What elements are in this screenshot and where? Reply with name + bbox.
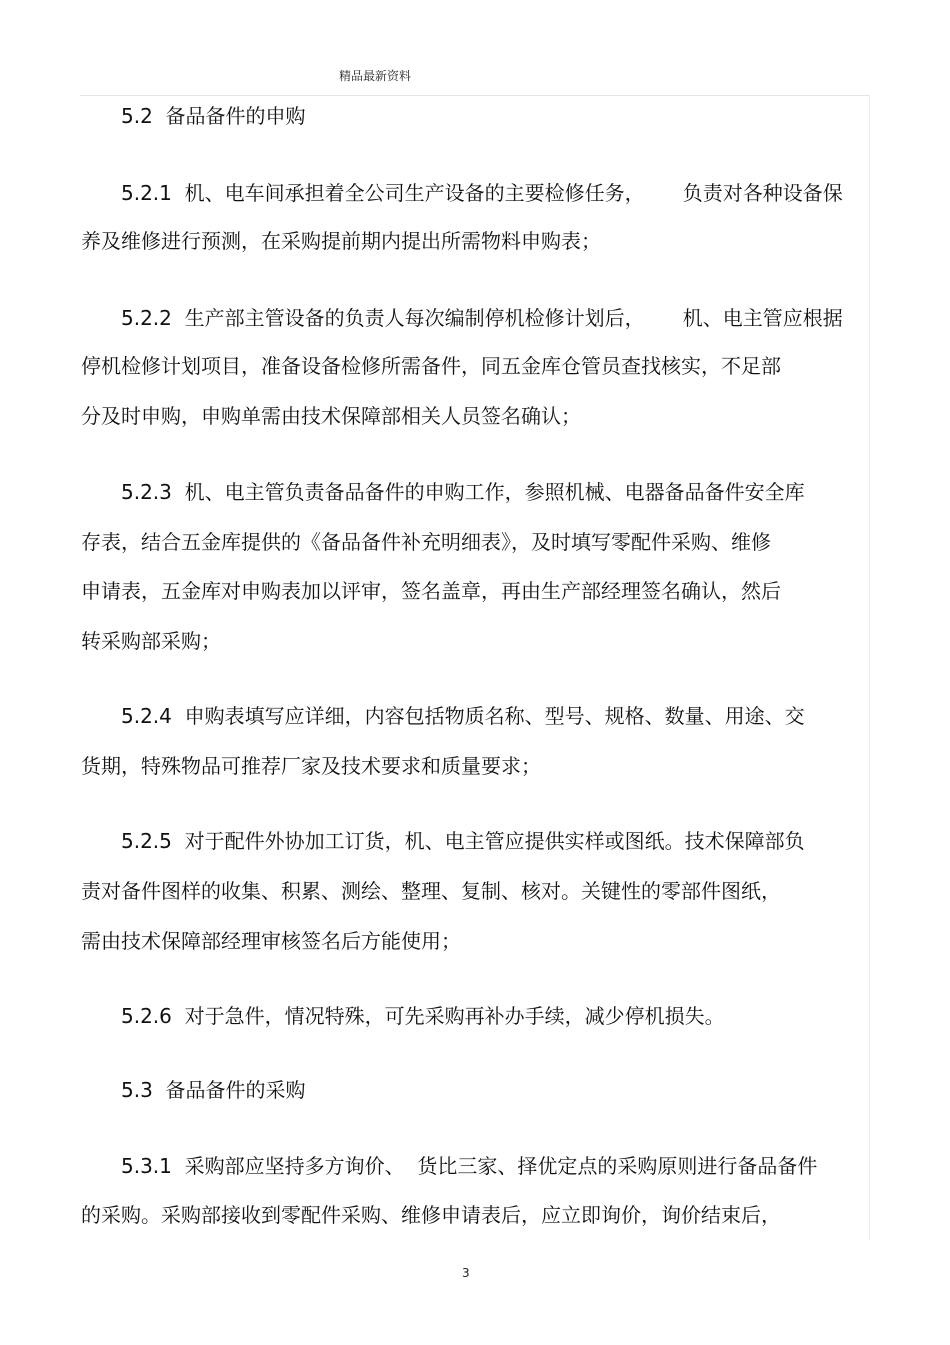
page-header: 精品最新资料 — [339, 69, 412, 83]
paragraph-line: 需由技术保障部经理审核签名后方能使用； — [81, 929, 461, 953]
section-heading: 5.3 备品备件的采购 — [121, 1078, 306, 1102]
section-heading: 5.2 备品备件的申购 — [121, 104, 306, 128]
paragraph-line: 5.2.5 对于配件外协加工订货，机、电主管应提供实样或图纸。技术保障部负 — [121, 829, 805, 853]
paragraph-line: 5.2.2 生产部主管设备的负责人每次编制停机检修计划后， 机、电主管应根据 — [121, 306, 843, 330]
paragraph-line: 5.2.1 机、电车间承担着全公司生产设备的主要检修任务， 负责对各种设备保 — [121, 181, 843, 205]
right-margin-rule — [869, 95, 870, 1240]
paragraph-line: 分及时申购，申购单需由技术保障部相关人员签名确认； — [81, 404, 581, 428]
paragraph-line: 申请表，五金库对申购表加以评审，签名盖章，再由生产部经理签名确认，然后 — [81, 579, 781, 603]
paragraph-line: 5.2.3 机、电主管负责备品备件的申购工作，参照机械、电器备品备件安全库 — [121, 480, 805, 504]
paragraph-line: 责对备件图样的收集、积累、测绘、整理、复制、核对。关键性的零部件图纸， — [81, 879, 781, 903]
paragraph-line: 停机检修计划项目，准备设备检修所需备件，同五金库仓管员查找核实，不足部 — [81, 354, 781, 378]
paragraph-line: 养及维修进行预测，在采购提前期内提出所需物料申购表； — [81, 229, 601, 253]
page-number: 3 — [462, 1266, 470, 1280]
paragraph-line: 的采购。采购部接收到零配件采购、维修申请表后，应立即询价，询价结束后， — [81, 1203, 781, 1227]
paragraph-line: 存表，结合五金库提供的《备品备件补充明细表》，及时填写零配件采购、维修 — [81, 530, 771, 554]
header-rule — [80, 95, 870, 96]
paragraph-line: 5.2.6 对于急件，情况特殊，可先采购再补办手续，减少停机损失。 — [121, 1004, 725, 1028]
paragraph-line: 5.3.1 采购部应坚持多方询价、 货比三家、择优定点的采购原则进行备品备件 — [121, 1154, 818, 1178]
paragraph-line: 转采购部采购； — [81, 629, 221, 653]
paragraph-line: 5.2.4 申购表填写应详细，内容包括物质名称、型号、规格、数量、用途、交 — [121, 704, 805, 728]
paragraph-line: 货期，特殊物品可推荐厂家及技术要求和质量要求； — [81, 754, 541, 778]
